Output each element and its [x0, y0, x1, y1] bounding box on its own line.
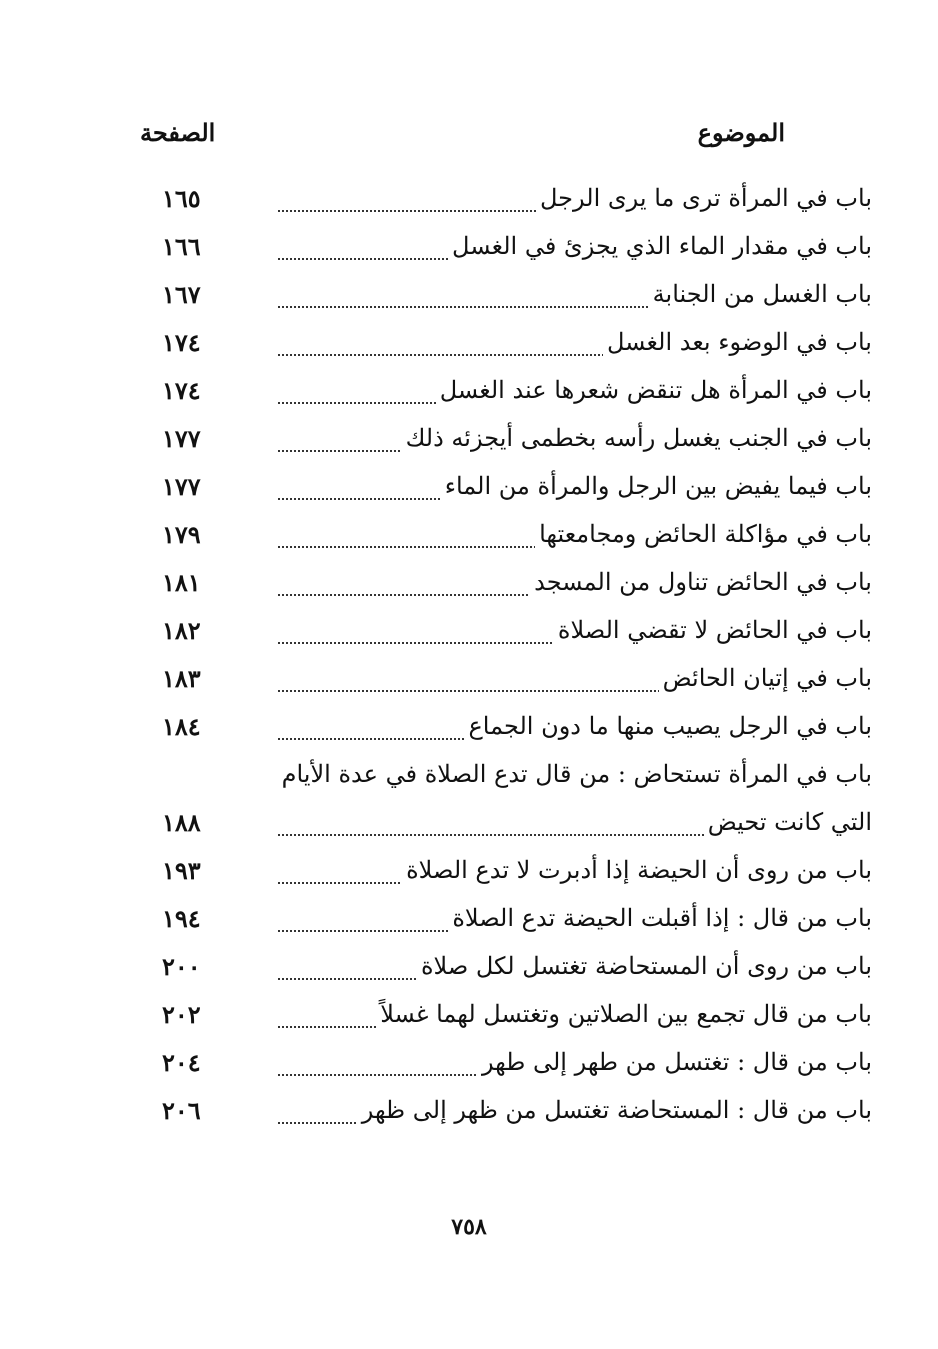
toc-header: [140, 118, 785, 158]
toc-entry: [140, 852, 880, 900]
toc-entry: [140, 468, 880, 516]
toc-entry: [140, 180, 880, 228]
toc-entry-title: باب في الحائض لا تقضي الصلاة: [554, 616, 872, 644]
page-number: ٧٥٨: [451, 1214, 487, 1240]
toc-entry-title: باب الغسل من الجنابة: [649, 280, 872, 308]
table-of-contents: [140, 180, 880, 1140]
toc-entry: [140, 228, 880, 276]
page-column-heading: الصفحة: [140, 118, 216, 147]
toc-entry-title: باب فيما يفيض بين الرجل والمرأة من الماء: [441, 472, 872, 500]
toc-entry-page: ١٨٢: [162, 616, 201, 645]
toc-entry: [140, 996, 880, 1044]
toc-entry-page: ٢٠٠: [162, 952, 201, 981]
toc-entry-title: باب في المرأة ترى ما يرى الرجل: [536, 184, 872, 212]
toc-entry-page: ١٨٤: [162, 712, 201, 741]
toc-entry-page: ١٨١: [162, 568, 201, 597]
toc-entry-page: ٢٠٢: [162, 1000, 201, 1029]
toc-entry-title-continuation: التي كانت تحيض: [704, 808, 872, 836]
toc-entry-title: باب من روى أن المستحاضة تغتسل لكل صلاة: [417, 952, 872, 980]
toc-entry-title: باب في مقدار الماء الذي يجزئ في الغسل: [448, 232, 872, 260]
toc-entry-page: ١٦٧: [162, 280, 201, 309]
toc-entry-continuation: [140, 804, 880, 852]
toc-entry: [140, 612, 880, 660]
toc-entry-page: ١٧٩: [162, 520, 201, 549]
toc-entry: [140, 900, 880, 948]
toc-entry: [140, 372, 880, 420]
toc-entry-page: ٢٠٦: [162, 1096, 201, 1125]
toc-entry-page: ١٨٣: [162, 664, 201, 693]
toc-entry-title: باب في مؤاكلة الحائض ومجامعتها: [535, 520, 872, 548]
toc-entry: [140, 276, 880, 324]
toc-entry-title: باب من قال : تغتسل من طهر إلى طهر: [478, 1048, 872, 1076]
toc-entry-title: باب في المرأة تستحاض : من قال تدع الصلاة في عدة الأيام: [278, 760, 872, 788]
toc-entry: [140, 1092, 880, 1140]
toc-entry: [140, 660, 880, 708]
toc-entry-page: ١٧٤: [162, 328, 201, 357]
toc-entry-title: باب من قال تجمع بين الصلاتين وتغتسل لهما غسلاً: [376, 1000, 872, 1028]
toc-entry: [140, 324, 880, 372]
toc-entry-page: ١٧٤: [162, 376, 201, 405]
toc-entry: [140, 1044, 880, 1092]
toc-entry-page: ١٩٣: [162, 856, 201, 885]
toc-entry: [140, 708, 880, 756]
toc-entry-page: ١٧٧: [162, 424, 201, 453]
toc-entry-first-line: [140, 756, 880, 804]
toc-entry-title: باب من قال : المستحاضة تغتسل من ظهر إلى ظهر: [358, 1096, 872, 1124]
toc-entry: [140, 420, 880, 468]
toc-entry-page: ٢٠٤: [162, 1048, 201, 1077]
toc-entry-title: باب في الوضوء بعد الغسل: [603, 328, 872, 356]
toc-entry: [140, 516, 880, 564]
toc-entry-title: باب في الجنب يغسل رأسه بخطمى أيجزئه ذلك: [402, 424, 872, 452]
toc-entry-title: باب من قال : إذا أقبلت الحيضة تدع الصلاة: [448, 904, 872, 932]
toc-entry: [140, 564, 880, 612]
toc-entry-title: باب في الحائض تناول من المسجد: [530, 568, 872, 596]
toc-entry-page: ١٩٤: [162, 904, 201, 933]
toc-entry-title: باب في الرجل يصيب منها ما دون الجماع: [464, 712, 872, 740]
toc-entry-title: باب في إتيان الحائض: [659, 664, 872, 692]
toc-entry-page: ١٨٨: [162, 808, 201, 837]
topic-column-heading: الموضوع: [697, 118, 785, 147]
toc-entry-page: ١٦٥: [162, 184, 201, 213]
toc-entry: [140, 948, 880, 996]
toc-entry-title: باب من روى أن الحيضة إذا أدبرت لا تدع الصلاة: [402, 856, 872, 884]
toc-entry-page: ١٦٦: [162, 232, 201, 261]
toc-entry-page: ١٧٧: [162, 472, 201, 501]
toc-entry-title: باب في المرأة هل تنقض شعرها عند الغسل: [436, 376, 872, 404]
